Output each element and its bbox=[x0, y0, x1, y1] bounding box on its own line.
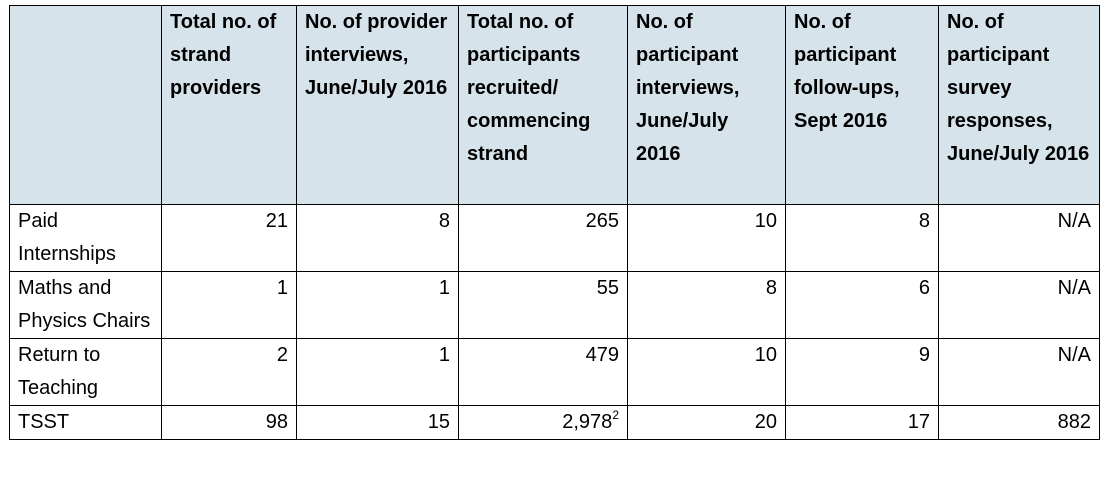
table-cell: 15 bbox=[297, 406, 459, 440]
table-cell: 20 bbox=[628, 406, 786, 440]
header-participants-recruited: Total no. of participants recruited/ commencing strand bbox=[459, 6, 628, 205]
table-row bbox=[10, 272, 1100, 339]
header-row bbox=[10, 6, 1100, 205]
table-cell: 9 bbox=[786, 339, 939, 406]
table-row bbox=[10, 339, 1100, 406]
table-cell: N/A bbox=[939, 205, 1100, 272]
table-row bbox=[10, 406, 1100, 440]
header-participant-follow-ups: No. of participant follow-ups, Sept 2016 bbox=[786, 6, 939, 205]
table-cell: 2 bbox=[162, 339, 297, 406]
data-table bbox=[9, 5, 1100, 440]
header-total-strand-providers: Total no. of strand providers bbox=[162, 6, 297, 205]
table-cell: 8 bbox=[628, 272, 786, 339]
table-row bbox=[10, 205, 1100, 272]
row-label: Maths and Physics Chairs bbox=[10, 272, 162, 339]
table-cell: N/A bbox=[939, 339, 1100, 406]
table-cell: 1 bbox=[297, 272, 459, 339]
row-label: Paid Internships bbox=[10, 205, 162, 272]
table-cell: 479 bbox=[459, 339, 628, 406]
table-cell: 265 bbox=[459, 205, 628, 272]
table-cell: 1 bbox=[297, 339, 459, 406]
table-cell: 10 bbox=[628, 205, 786, 272]
table-cell: 8 bbox=[786, 205, 939, 272]
row-label: Return to Teaching bbox=[10, 339, 162, 406]
table-cell: 8 bbox=[297, 205, 459, 272]
header-survey-responses: No. of participant survey responses, June/July 2016 bbox=[939, 6, 1100, 205]
table-cell: 21 bbox=[162, 205, 297, 272]
cell-value: 2,978 bbox=[562, 411, 613, 433]
table-cell: N/A bbox=[939, 272, 1100, 339]
table-cell: 10 bbox=[628, 339, 786, 406]
row-label: TSST bbox=[10, 406, 162, 440]
table-cell: 55 bbox=[459, 272, 628, 339]
header-provider-interviews: No. of provider interviews, June/July 2016 bbox=[297, 6, 459, 205]
table-cell: 1 bbox=[162, 272, 297, 339]
header-participant-interviews: No. of participant interviews, June/July 2016 bbox=[628, 6, 786, 205]
table-cell: 882 bbox=[939, 406, 1100, 440]
footnote-marker: 2 bbox=[612, 408, 619, 422]
table-cell: 98 bbox=[162, 406, 297, 440]
table-cell: 17 bbox=[786, 406, 939, 440]
table-cell: 6 bbox=[786, 272, 939, 339]
table-cell-with-footnote bbox=[459, 406, 628, 440]
header-cell-empty bbox=[10, 6, 162, 205]
